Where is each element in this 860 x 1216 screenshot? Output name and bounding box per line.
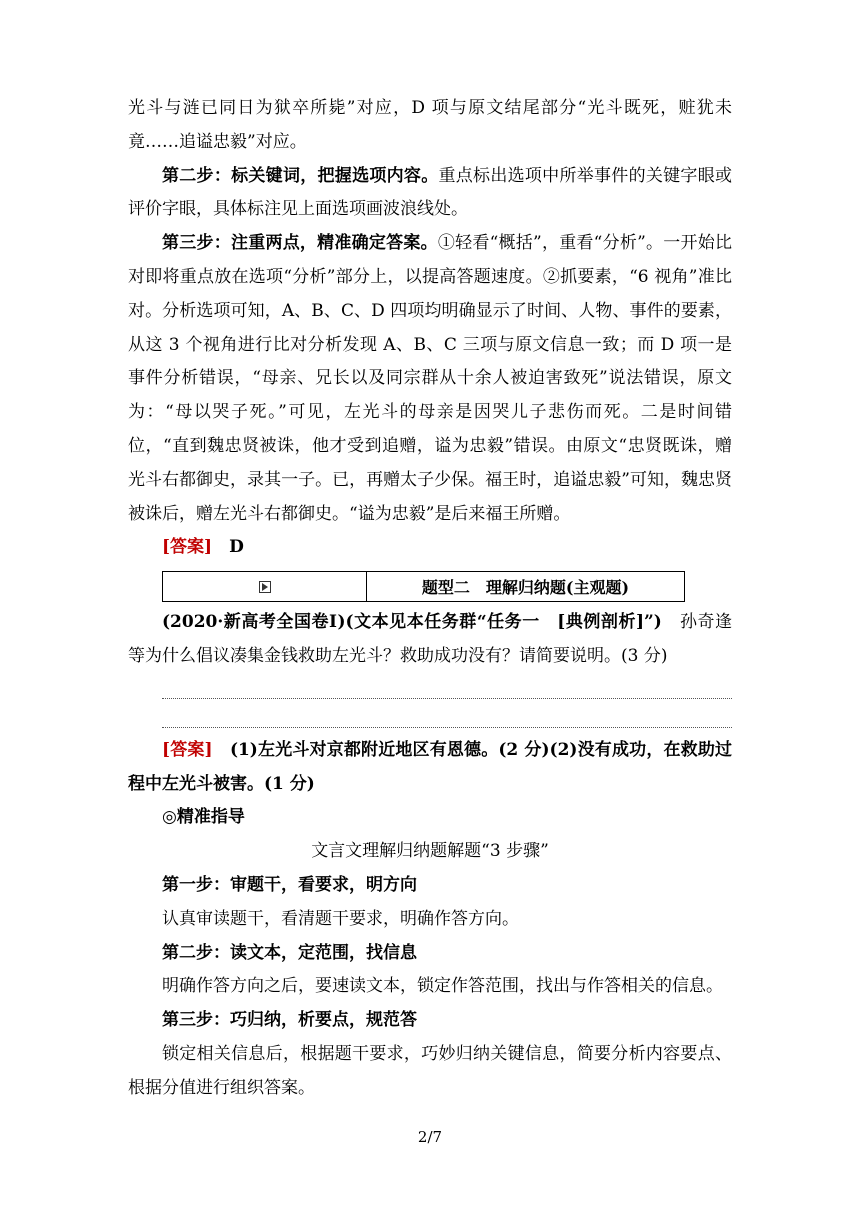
method-step1-heading: 第一步：审题干，看要求，明方向 — [162, 874, 417, 895]
answer-tag: [答案] — [162, 739, 213, 760]
step2-text: 重点标出选项中所举事件的关键字眼或评价字眼，具体标注见上面选项画波浪线处。 — [128, 165, 732, 220]
step3-text: ①轻看“概括”，重看“分析”。一开始比对即将重点放在选项“分析”部分上，以提高答题速度。②抓要素，“6 视角”准比对。分析选项可知，A、B、C、D 四项均明确显示了时间、人物、事件的要素，从这 3 个视角进行比对分析发现 A、B、C 三项与原文信息一致；而 D 项一是事件分析错误，“母亲、兄长以及同宗群从十余人被迫害致死”说法错误，原文为：“母以哭子死。”可见，左光斗的母亲是因哭儿子悲伤而死。二是时间错位，“直到魏忠贤被诛，他才受到追赠，谥为忠毅”错误。由原文“忠贤既诛，赠光斗右都御史，录其一子。已，再赠太子少保。福王时，追谥忠毅”可知，魏忠贤被诛后，赠左光斗右都御史。“谥为忠毅”是后来福王所赠。 — [128, 233, 732, 524]
step2-heading: 第二步：标关键词，把握选项内容。 — [162, 165, 439, 186]
answer-value: D — [229, 537, 244, 558]
question-source: (2020·新高考全国卷Ⅰ)(文本见本任务群“任务一 [典例剖析]”) — [162, 612, 662, 633]
paragraph-continuation: 光斗与涟已同日为狱卒所毙”对应，D 项与原文结尾部分“光斗既死，赃犹未竟……追谥忠毅”对应。 — [128, 98, 732, 152]
method-title: 文言文理解归纳题解题“3 步骤” — [311, 841, 549, 862]
method-step1-text: 认真审读题干，看清题干要求，明确作答方向。 — [162, 908, 519, 929]
answer-line-2 — [128, 734, 732, 802]
method-step2-text: 明确作答方向之后，要速读文本，锁定作答范围，找出与作答相关的信息。 — [162, 976, 723, 997]
paragraph-step3 — [128, 227, 732, 531]
banner-icon-cell — [163, 572, 367, 601]
method-step3-heading: 第三步：巧归纳，析要点，规范答 — [162, 1010, 417, 1031]
step3-heading: 第三步：注重两点，精准确定答案。 — [162, 233, 438, 254]
question-text: 孙奇逢等为什么倡议凑集金钱救助左光斗？救助成功没有？请简要说明。(3 分) — [128, 612, 733, 666]
method-step3-text: 锁定相关信息后，根据题干要求，巧妙归纳关键信息，简要分析内容要点、根据分值进行组织答案。 — [128, 1043, 732, 1098]
answer-tag: [答案] — [162, 537, 213, 558]
paragraph-step2 — [128, 160, 732, 228]
play-icon — [259, 581, 271, 593]
answer-line-1 — [128, 531, 732, 565]
method-step2-heading: 第二步：读文本，定范围，找信息 — [162, 942, 417, 963]
content-area — [128, 92, 732, 1106]
answer-body: (1)左光斗对京都附近地区有恩德。(2 分)(2)没有成功，在救助过程中左光斗被害。(1 分) — [128, 739, 732, 794]
banner-title: 题型二 理解归纳题(主观题) — [421, 578, 630, 598]
guide-title: ◎精准指导 — [162, 807, 245, 828]
page-number: 2/7 — [417, 1128, 443, 1146]
question-type-banner — [162, 571, 685, 602]
question-paragraph — [128, 606, 732, 674]
